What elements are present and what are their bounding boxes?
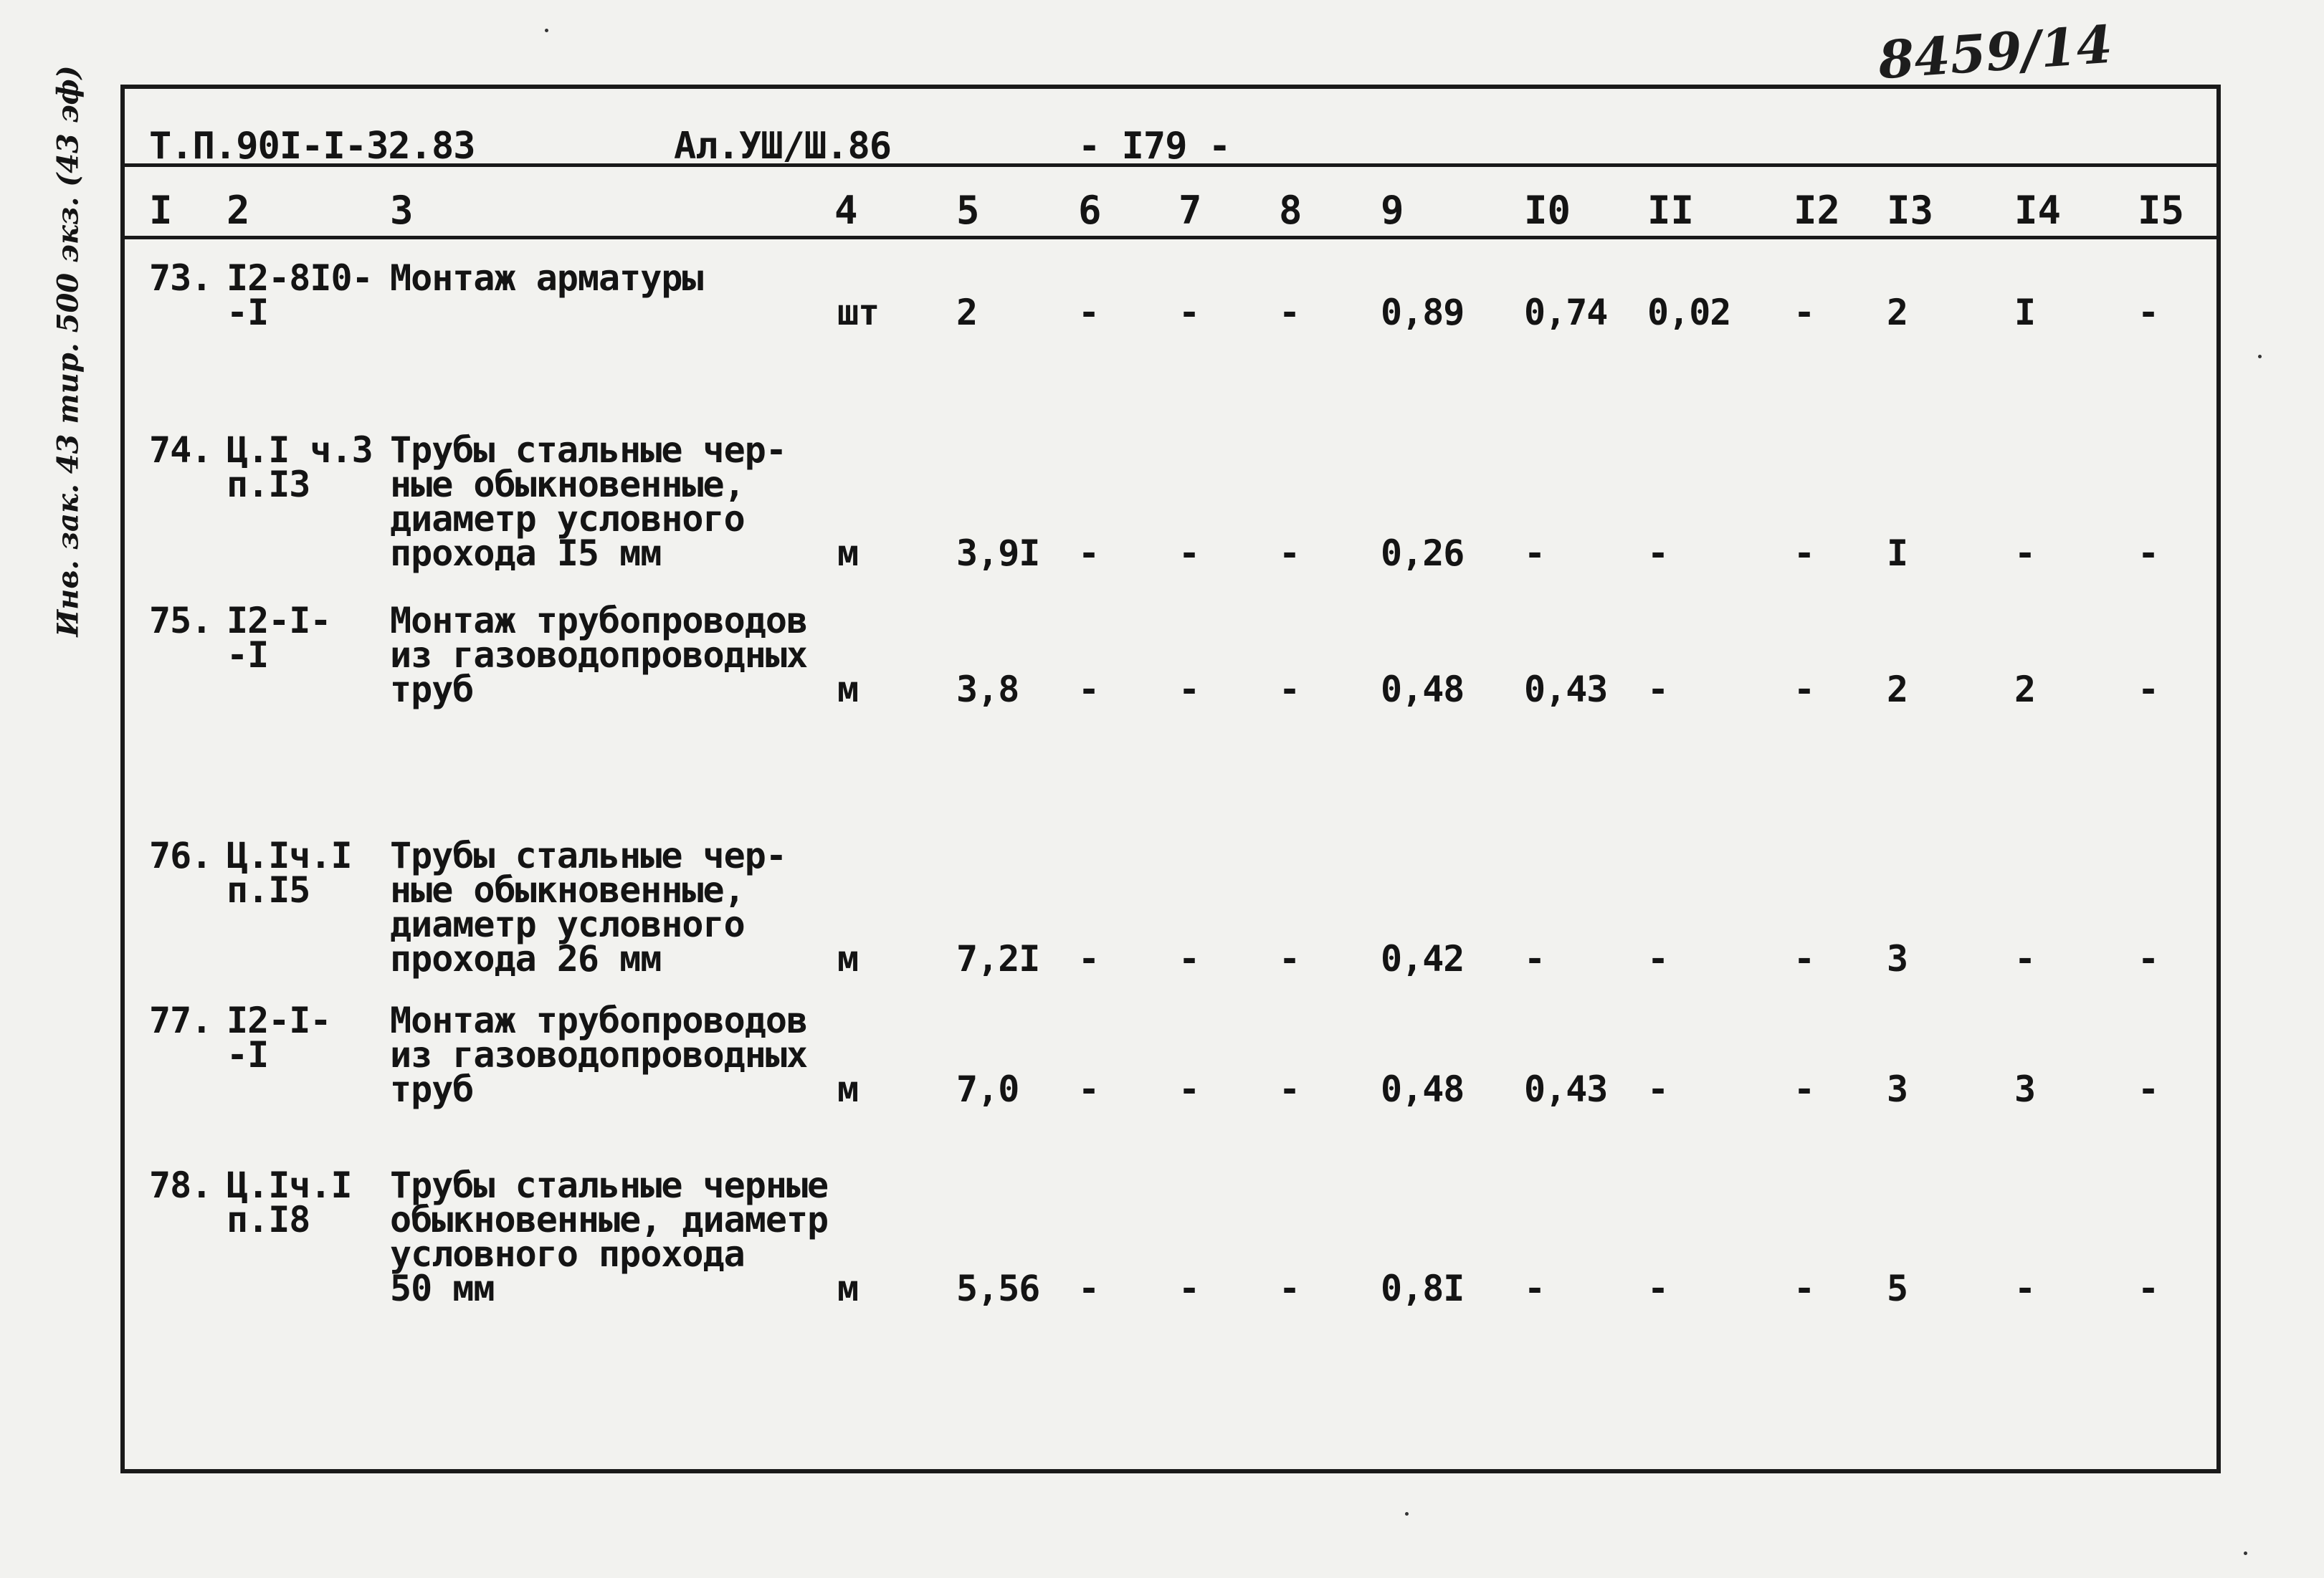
column-number: I4 bbox=[2014, 188, 2062, 233]
norm-code-line: I2-I- bbox=[227, 1000, 331, 1041]
cell-unit: м bbox=[837, 532, 859, 574]
cell-c8: - bbox=[1279, 532, 1300, 574]
row-number: 78. bbox=[149, 1165, 212, 1206]
cell-c14: 3 bbox=[2014, 1068, 2036, 1110]
column-number: II bbox=[1647, 188, 1695, 233]
cell-c11: - bbox=[1647, 532, 1669, 574]
cell-c7: - bbox=[1178, 532, 1200, 574]
page-number: - I79 - bbox=[1078, 125, 1231, 168]
cell-c12: - bbox=[1794, 1268, 1815, 1309]
cell-c7: - bbox=[1178, 938, 1200, 980]
cell-c14: - bbox=[2014, 532, 2036, 574]
cell-c11: - bbox=[1647, 1268, 1669, 1309]
work-description-line: обыкновенные, диаметр bbox=[390, 1199, 829, 1240]
column-number: 7 bbox=[1178, 188, 1202, 233]
table-frame bbox=[120, 85, 2221, 1473]
margin-note bbox=[39, 65, 97, 637]
cell-c15: - bbox=[2138, 669, 2159, 710]
cell-c15: - bbox=[2138, 1068, 2159, 1110]
cell-c6: - bbox=[1078, 292, 1100, 333]
work-description-line: Монтаж арматуры bbox=[390, 257, 703, 299]
cell-c8: - bbox=[1279, 292, 1300, 333]
column-number: 4 bbox=[834, 188, 858, 233]
work-description-line: ные обыкновенные, bbox=[390, 464, 745, 505]
cell-c15: - bbox=[2138, 292, 2159, 333]
cell-qty: 7,2I bbox=[956, 938, 1040, 980]
column-number: 3 bbox=[390, 188, 414, 233]
norm-code-line: -I bbox=[227, 634, 269, 676]
cell-c7: - bbox=[1178, 1268, 1200, 1309]
cell-c6: - bbox=[1078, 1068, 1100, 1110]
work-description-line: 50 мм bbox=[390, 1268, 495, 1309]
row-number: 77. bbox=[149, 1000, 212, 1041]
cell-c12: - bbox=[1794, 1068, 1815, 1110]
cell-c14: - bbox=[2014, 938, 2036, 980]
work-description-line: труб bbox=[390, 1068, 474, 1110]
scan-speck bbox=[1405, 1512, 1409, 1516]
handwritten-number: 8459/14 bbox=[1876, 13, 2115, 91]
cell-c6: - bbox=[1078, 1268, 1100, 1309]
cell-c11: - bbox=[1647, 669, 1669, 710]
cell-c13: I bbox=[1887, 532, 1908, 574]
cell-c8: - bbox=[1279, 1268, 1300, 1309]
cell-qty: 5,56 bbox=[956, 1268, 1040, 1309]
cell-c10: 0,74 bbox=[1524, 292, 1608, 333]
cell-unit: м bbox=[837, 1268, 859, 1309]
work-description-line: условного прохода bbox=[390, 1233, 745, 1275]
norm-code-line: п.I8 bbox=[227, 1199, 310, 1240]
row-number: 74. bbox=[149, 429, 212, 471]
norm-code-line: I2-8I0- bbox=[227, 257, 373, 299]
work-description-line: труб bbox=[390, 669, 474, 710]
work-description-line: Трубы стальные чер- bbox=[390, 835, 786, 876]
cell-qty: 3,8 bbox=[956, 669, 1019, 710]
norm-code-line: -I bbox=[227, 1034, 269, 1076]
work-description-line: диаметр условного bbox=[390, 498, 745, 540]
cell-unit: м bbox=[837, 669, 859, 710]
row-number: 76. bbox=[149, 835, 212, 876]
cell-c9: 0,48 bbox=[1381, 1068, 1465, 1110]
norm-code-line: п.I3 bbox=[227, 464, 310, 505]
column-number: I bbox=[149, 188, 173, 233]
cell-c10: - bbox=[1524, 1268, 1546, 1309]
column-number: 8 bbox=[1279, 188, 1303, 233]
column-number: I5 bbox=[2138, 188, 2185, 233]
cell-c12: - bbox=[1794, 532, 1815, 574]
work-description-line: прохода 26 мм bbox=[390, 938, 662, 980]
cell-c8: - bbox=[1279, 669, 1300, 710]
column-number: 5 bbox=[956, 188, 980, 233]
cell-qty: 3,9I bbox=[956, 532, 1040, 574]
album-code: Ал.УШ/Ш.86 bbox=[674, 125, 892, 168]
norm-code-line: Ц.Iч.I bbox=[227, 1165, 352, 1206]
cell-unit: м bbox=[837, 938, 859, 980]
scan-speck bbox=[2258, 355, 2262, 358]
cell-c6: - bbox=[1078, 669, 1100, 710]
cell-c13: 2 bbox=[1887, 669, 1908, 710]
cell-c9: 0,26 bbox=[1381, 532, 1465, 574]
cell-c15: - bbox=[2138, 1268, 2159, 1309]
cell-c10: - bbox=[1524, 938, 1546, 980]
norm-code-line: п.I5 bbox=[227, 869, 310, 911]
cell-c14: 2 bbox=[2014, 669, 2036, 710]
column-number: I2 bbox=[1794, 188, 1841, 233]
norm-code-line: Ц.Iч.I bbox=[227, 835, 352, 876]
scan-speck bbox=[2244, 1551, 2247, 1555]
doc-code: Т.П.90I-I-32.83 bbox=[149, 125, 475, 168]
cell-c11: - bbox=[1647, 938, 1669, 980]
column-number: 6 bbox=[1078, 188, 1102, 233]
cell-c14: I bbox=[2014, 292, 2036, 333]
cell-c7: - bbox=[1178, 292, 1200, 333]
work-description-line: Трубы стальные черные bbox=[390, 1165, 829, 1206]
work-description-line: Монтаж трубопроводов bbox=[390, 600, 808, 641]
cell-c15: - bbox=[2138, 938, 2159, 980]
column-number: 9 bbox=[1381, 188, 1404, 233]
cell-c9: 0,89 bbox=[1381, 292, 1465, 333]
cell-c9: 0,42 bbox=[1381, 938, 1465, 980]
cell-c12: - bbox=[1794, 938, 1815, 980]
work-description-line: из газоводопроводных bbox=[390, 1034, 808, 1076]
cell-c7: - bbox=[1178, 1068, 1200, 1110]
norm-code-line: -I bbox=[227, 292, 269, 333]
cell-c10: - bbox=[1524, 532, 1546, 574]
cell-c9: 0,48 bbox=[1381, 669, 1465, 710]
cell-c12: - bbox=[1794, 669, 1815, 710]
cell-c13: 5 bbox=[1887, 1268, 1908, 1309]
cell-c8: - bbox=[1279, 938, 1300, 980]
work-description-line: прохода I5 мм bbox=[390, 532, 662, 574]
cell-qty: 7,0 bbox=[956, 1068, 1019, 1110]
cell-c11: - bbox=[1647, 1068, 1669, 1110]
cell-c14: - bbox=[2014, 1268, 2036, 1309]
cell-c8: - bbox=[1279, 1068, 1300, 1110]
cell-c10: 0,43 bbox=[1524, 1068, 1608, 1110]
row-number: 75. bbox=[149, 600, 212, 641]
row-number: 73. bbox=[149, 257, 212, 299]
norm-code-line: Ц.I ч.3 bbox=[227, 429, 373, 471]
cell-c7: - bbox=[1178, 669, 1200, 710]
cell-c10: 0,43 bbox=[1524, 669, 1608, 710]
cell-c13: 3 bbox=[1887, 1068, 1908, 1110]
work-description-line: диаметр условного bbox=[390, 904, 745, 945]
margin-note-text: Инв. зак. 43 тир. 500 экз. (43 эф) bbox=[51, 65, 85, 637]
column-number: 2 bbox=[227, 188, 250, 233]
cell-c6: - bbox=[1078, 532, 1100, 574]
cell-qty: 2 bbox=[956, 292, 978, 333]
column-number: I3 bbox=[1887, 188, 1934, 233]
cell-c12: - bbox=[1794, 292, 1815, 333]
scan-speck bbox=[545, 29, 548, 32]
cell-c11: 0,02 bbox=[1647, 292, 1731, 333]
cell-c13: 2 bbox=[1887, 292, 1908, 333]
work-description-line: из газоводопроводных bbox=[390, 634, 808, 676]
work-description-line: ные обыкновенные, bbox=[390, 869, 745, 911]
work-description-line: Монтаж трубопроводов bbox=[390, 1000, 808, 1041]
cell-c13: 3 bbox=[1887, 938, 1908, 980]
column-number: I0 bbox=[1524, 188, 1571, 233]
norm-code-line: I2-I- bbox=[227, 600, 331, 641]
cell-c9: 0,8I bbox=[1381, 1268, 1465, 1309]
column-numbers-divider bbox=[125, 236, 2216, 239]
cell-unit: м bbox=[837, 1068, 859, 1110]
work-description-line: Трубы стальные чер- bbox=[390, 429, 786, 471]
cell-c6: - bbox=[1078, 938, 1100, 980]
cell-c15: - bbox=[2138, 532, 2159, 574]
cell-unit: шт bbox=[837, 292, 880, 333]
